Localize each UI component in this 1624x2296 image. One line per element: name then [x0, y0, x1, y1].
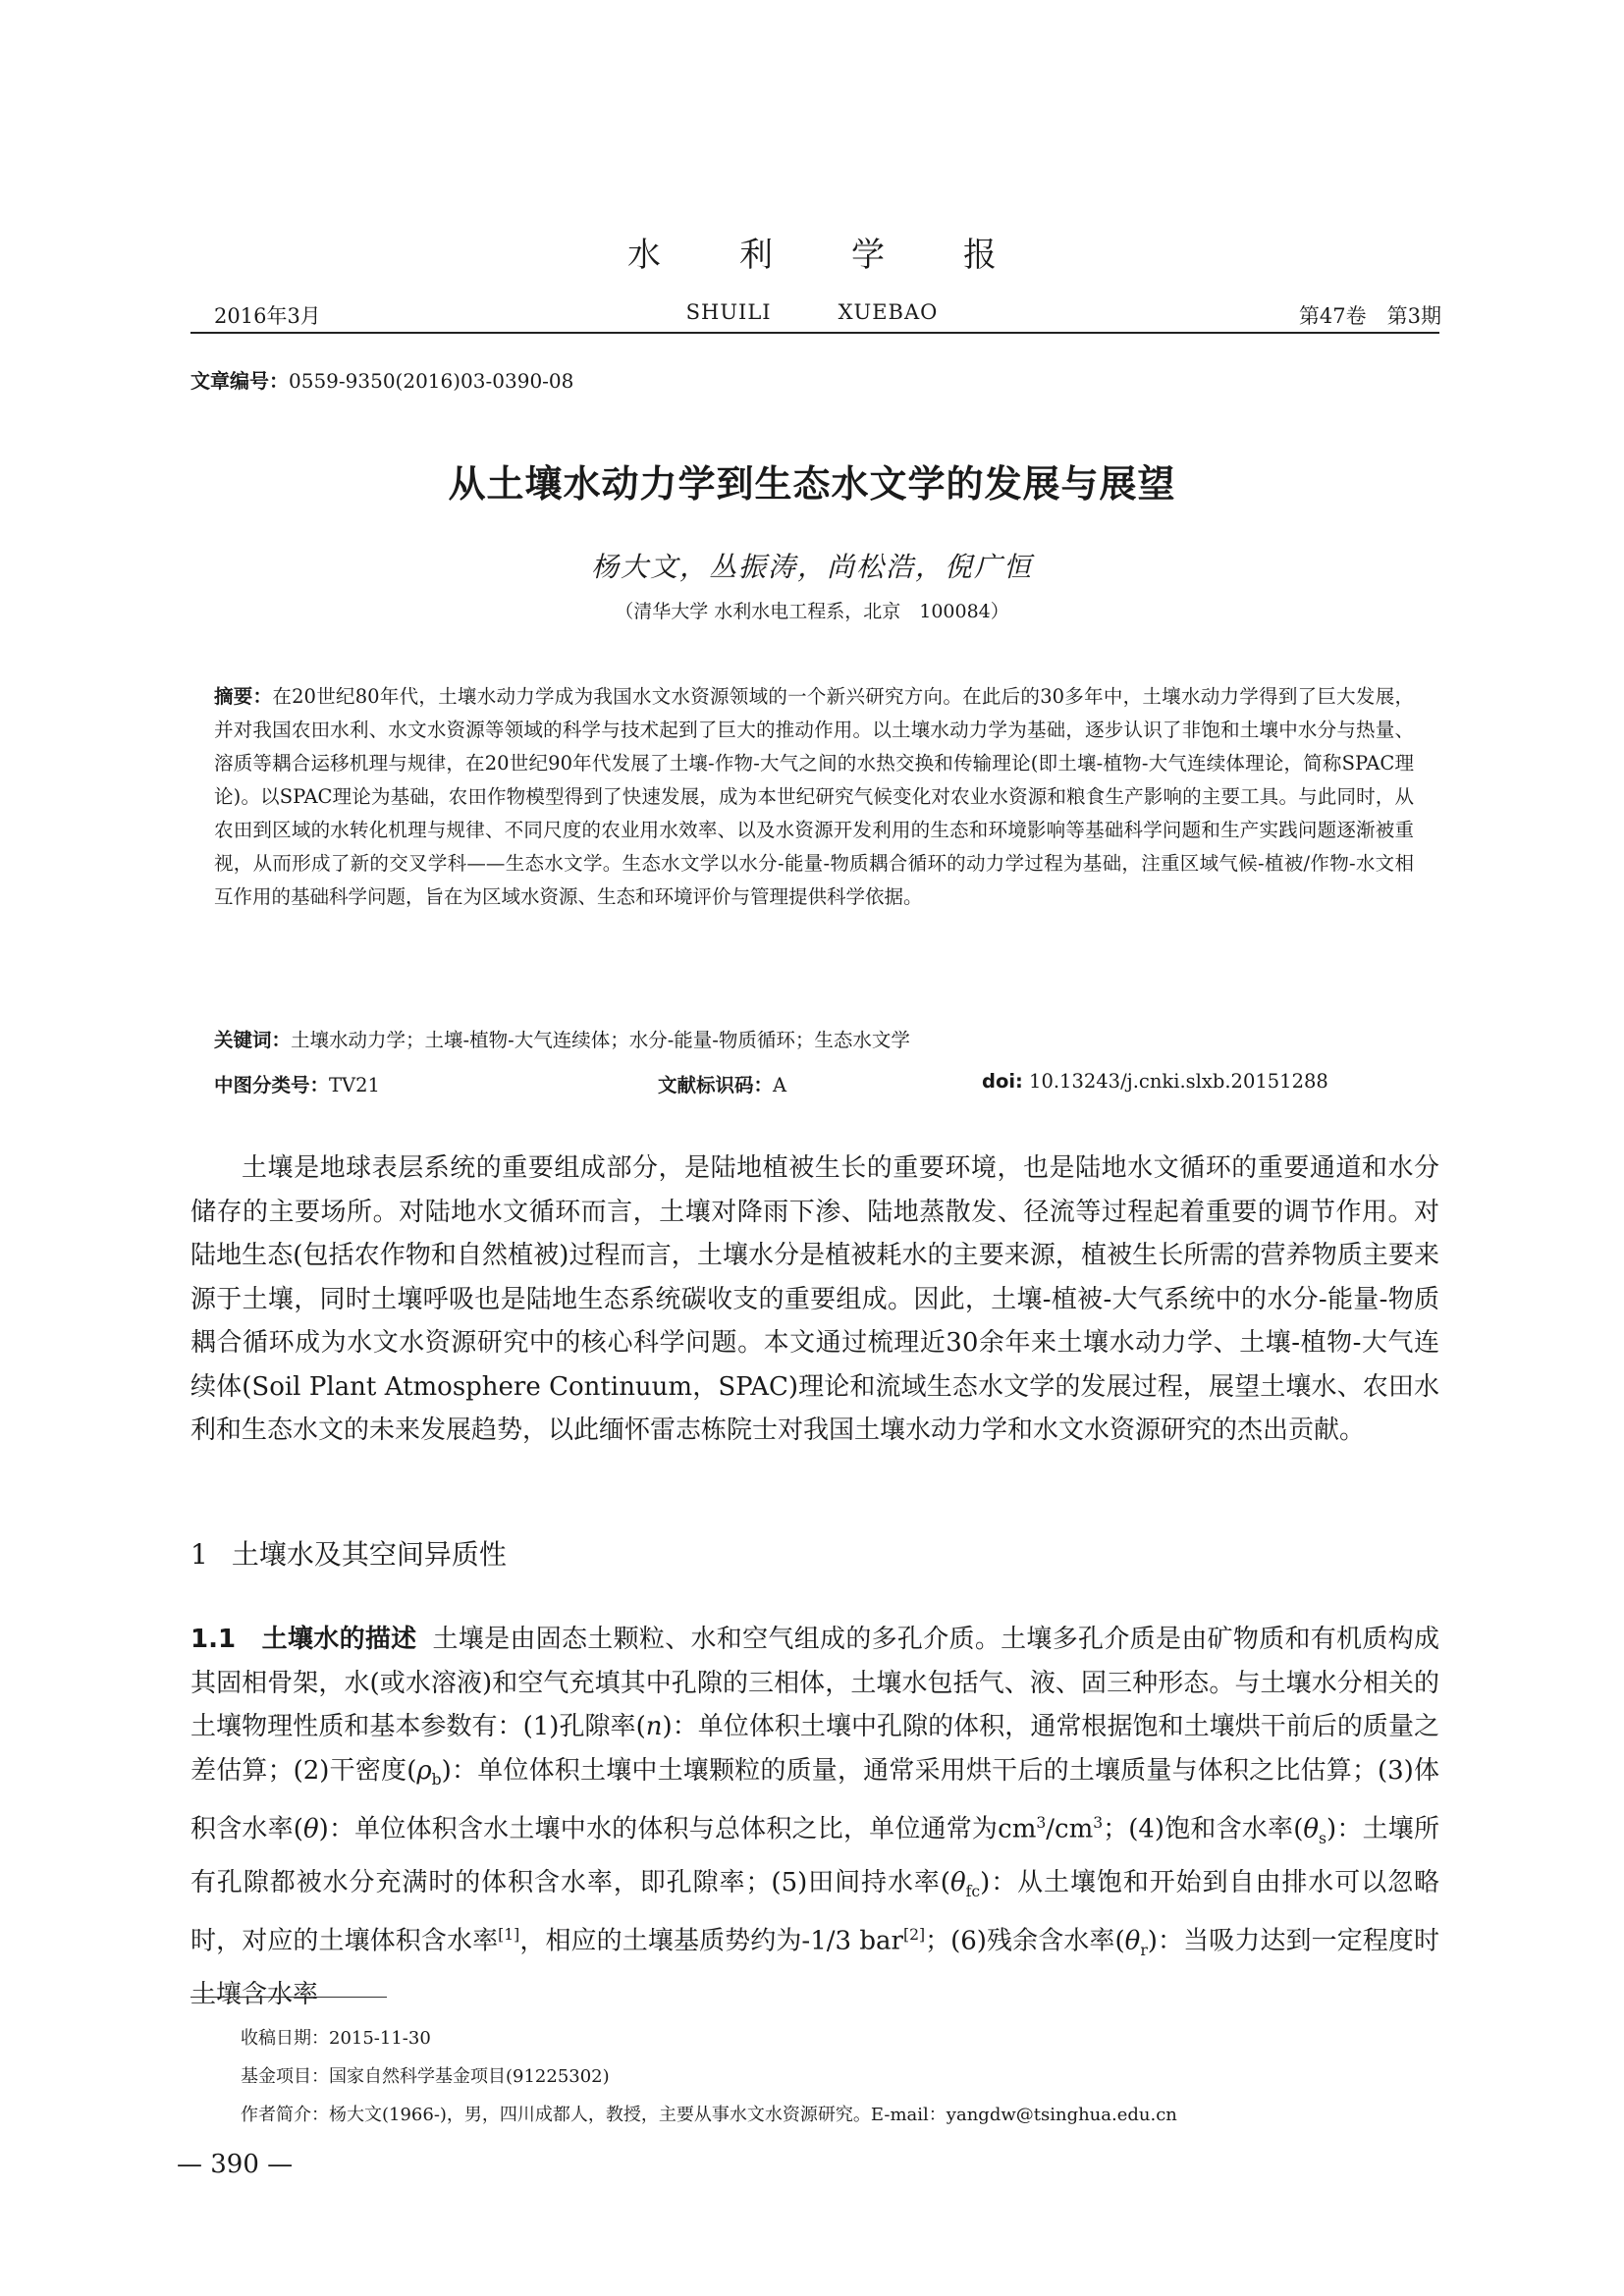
text-run: ；(4)饱和含水率( — [1103, 1814, 1304, 1844]
section-number: 1 — [190, 1538, 208, 1571]
subscript: s — [1319, 1830, 1327, 1848]
subsection-paragraph — [190, 1618, 1439, 2016]
intro-paragraph: 土壤是地球表层系统的重要组成部分，是陆地植被生长的重要环境，也是陆地水文循环的重要通道和水分储存的主要场所。对陆地水文循环而言，土壤对降雨下渗、陆地蒸散发、径流等过程起着重要的调节作用。对陆地生态(包括农作物和自然植被)过程而言，土壤水分是植被耗水的主要来源，植被生长所需的营养物质主要来源于土壤，同时土壤呼吸也是陆地生态系统碳收支的重要组成。因此，土壤-植被-大气系统中的水分-能量-物质耦合循环成为水文水资源研究中的核心科学问题。本文通过梳理近30余年来土壤水动力学、土壤-植物-大气连续体(Soil Plant Atmosphere Continuum，SPAC)理论和流域生态水文学的发展过程，展望土壤水、农田水利和生态水文的未来发展趋势，以此缅怀雷志栋院士对我国土壤水动力学和水文水资源研究的杰出贡献。 — [190, 1153, 1439, 1445]
text-run: ，相应的土壤基质势约为-1/3 bar — [519, 1926, 903, 1956]
authors: 杨大文，丛振涛，尚松浩，倪广恒 — [590, 551, 1033, 583]
text-run: )：当吸力达到一定程度时土壤含水率 — [190, 1926, 1439, 2009]
abstract-text: 在20世纪80年代，土壤水动力学成为我国水文水资源领域的一个新兴研究方向。在此后的30多年中，土壤水动力学得到了巨大发展，并对我国农田水利、水文水资源等领域的科学与技术起到了巨大的推动作用。以土壤水动力学为基础，逐步认识了非饱和土壤中水分与热量、溶质等耦合运移机理与规律，在20世纪90年代发展了土壤-作物-大气之间的水热交换和传输理论(即土壤-植物-大气连续体理论，简称SPAC理论)。以SPAC理论为基础，农田作物模型得到了快速发展，成为本世纪研究气候变化对农业水资源和粮食生产影响的主要工具。与此同时，从农田到区域的水转化机理与规律、不同尺度的农业用水效率、以及水资源开发利用的生态和环境影响等基础科学问题和生产实践问题逐渐被重视，从而形成了新的交叉学科——生态水文学。生态水文学以水分-能量-物质耦合循环的动力学过程为基础，注重区域气候-植被/作物-水文相互作用的基础科学问题，旨在为区域水资源、生态和环境评价与管理提供科学依据。 — [214, 685, 1414, 908]
clc-value: TV21 — [329, 1074, 380, 1096]
citation[interactable]: [2] — [903, 1926, 926, 1945]
keywords-text: 土壤水动力学；土壤-植物-大气连续体；水分-能量-物质循环；生态水文学 — [291, 1029, 910, 1051]
text-run: )：单位体积含水土壤中水的体积与总体积之比，单位通常为cm — [318, 1814, 1037, 1844]
doi — [982, 1070, 1328, 1093]
keywords-label: 关键词： — [214, 1029, 292, 1051]
abstract — [214, 680, 1414, 914]
article-number-value: 0559-9350(2016)03-0390-08 — [289, 369, 574, 393]
text-run: /cm — [1046, 1814, 1094, 1844]
article-number — [190, 365, 573, 394]
text-run: 土壤是由固态土颗粒、水和空气组成的多孔介质。土壤多孔介质是由矿物质和有机质构成其固相骨架，水(或水溶液)和空气充填其中孔隙的三相体，土壤水包括气、液、固三种形态。与土壤水分相关的土壤物理性质和基本参数有：(1)孔隙率( — [190, 1625, 1439, 1741]
superscript: 3 — [1036, 1814, 1047, 1833]
journal-name-char: 学 — [851, 236, 885, 275]
text-run: )：从土壤饱和开始到自由排水可以忽略时，对应的土壤体积含水率 — [190, 1867, 1439, 1956]
doi-label: doi: — [982, 1070, 1023, 1093]
subsection-heading — [190, 1625, 416, 1654]
document-code — [658, 1070, 786, 1097]
subsection-number: 1.1 — [190, 1625, 237, 1654]
subsection-body — [190, 1618, 1439, 2016]
journal-name-char: 报 — [963, 236, 997, 275]
journal-name-char: 水 — [627, 236, 661, 275]
symbol-theta: θ — [1303, 1814, 1320, 1844]
superscript: 3 — [1093, 1814, 1104, 1833]
text-run: )：单位体积土壤中孔隙的体积，通常根据饱和土壤烘干前后的质量之差估算；(2)干密度( — [190, 1712, 1439, 1786]
keywords — [214, 1025, 1414, 1052]
symbol-theta: θ — [949, 1867, 966, 1897]
footnote-author: 作者简介：杨大文(1966-)，男，四川成都人，教授，主要从事水文水资源研究。E-mail：yangdw@tsinghua.edu.cn — [241, 2105, 1177, 2125]
clc-number — [214, 1070, 380, 1097]
header-rule — [190, 332, 1439, 334]
journal-name — [0, 228, 1624, 276]
citation[interactable]: [1] — [498, 1926, 520, 1945]
subsection-title: 土壤水的描述 — [261, 1625, 417, 1654]
subscript: r — [1140, 1942, 1148, 1960]
volume-issue: 第47卷 第3期 — [1298, 304, 1441, 328]
subscript: fc — [965, 1882, 981, 1900]
doc-code-value: A — [773, 1074, 787, 1096]
footnote-fund: 基金项目：国家自然科学基金项目(91225302) — [241, 2066, 610, 2087]
symbol-theta: θ — [1124, 1926, 1141, 1956]
journal-latin-2: XUEBAO — [838, 300, 939, 324]
paper-title: 从土壤水动力学到生态水文学的发展与展望 — [448, 462, 1176, 506]
section-title: 土壤水及其空间异质性 — [231, 1538, 507, 1571]
text-run: )：单位体积土壤中土壤颗粒的质量，通常采用烘干后的土壤质量与体积之比估算；(3)体积含水率( — [190, 1755, 1439, 1844]
issue-date: 2016年3月 — [214, 304, 321, 328]
symbol-n: n — [645, 1712, 663, 1741]
doc-code-label: 文献标识码： — [658, 1074, 774, 1096]
section-heading — [190, 1533, 507, 1573]
text-run: )：土壤所有孔隙都被水分充满时的体积含水率，即孔隙率；(5)田间持水率( — [190, 1814, 1439, 1897]
journal-latin-1: SHUILI — [685, 300, 772, 324]
symbol-rho: ρ — [416, 1755, 432, 1786]
affiliation: （清华大学 水利水电工程系，北京 100084） — [615, 601, 1009, 622]
page-number: — 390 — — [177, 2150, 294, 2179]
text-run: ；(6)残余含水率( — [925, 1926, 1125, 1956]
article-number-label: 文章编号： — [190, 369, 289, 393]
doi-value: 10.13243/j.cnki.slxb.20151288 — [1029, 1070, 1328, 1093]
clc-label: 中图分类号： — [214, 1074, 330, 1096]
journal-name-char: 利 — [739, 236, 773, 275]
intro-section — [190, 1147, 1439, 1453]
abstract-label: 摘要： — [214, 685, 273, 708]
subscript: b — [431, 1770, 442, 1789]
symbol-theta: θ — [302, 1814, 319, 1844]
footnote-received: 收稿日期：2015-11-30 — [241, 2028, 431, 2049]
footnote-rule — [190, 1997, 387, 1998]
